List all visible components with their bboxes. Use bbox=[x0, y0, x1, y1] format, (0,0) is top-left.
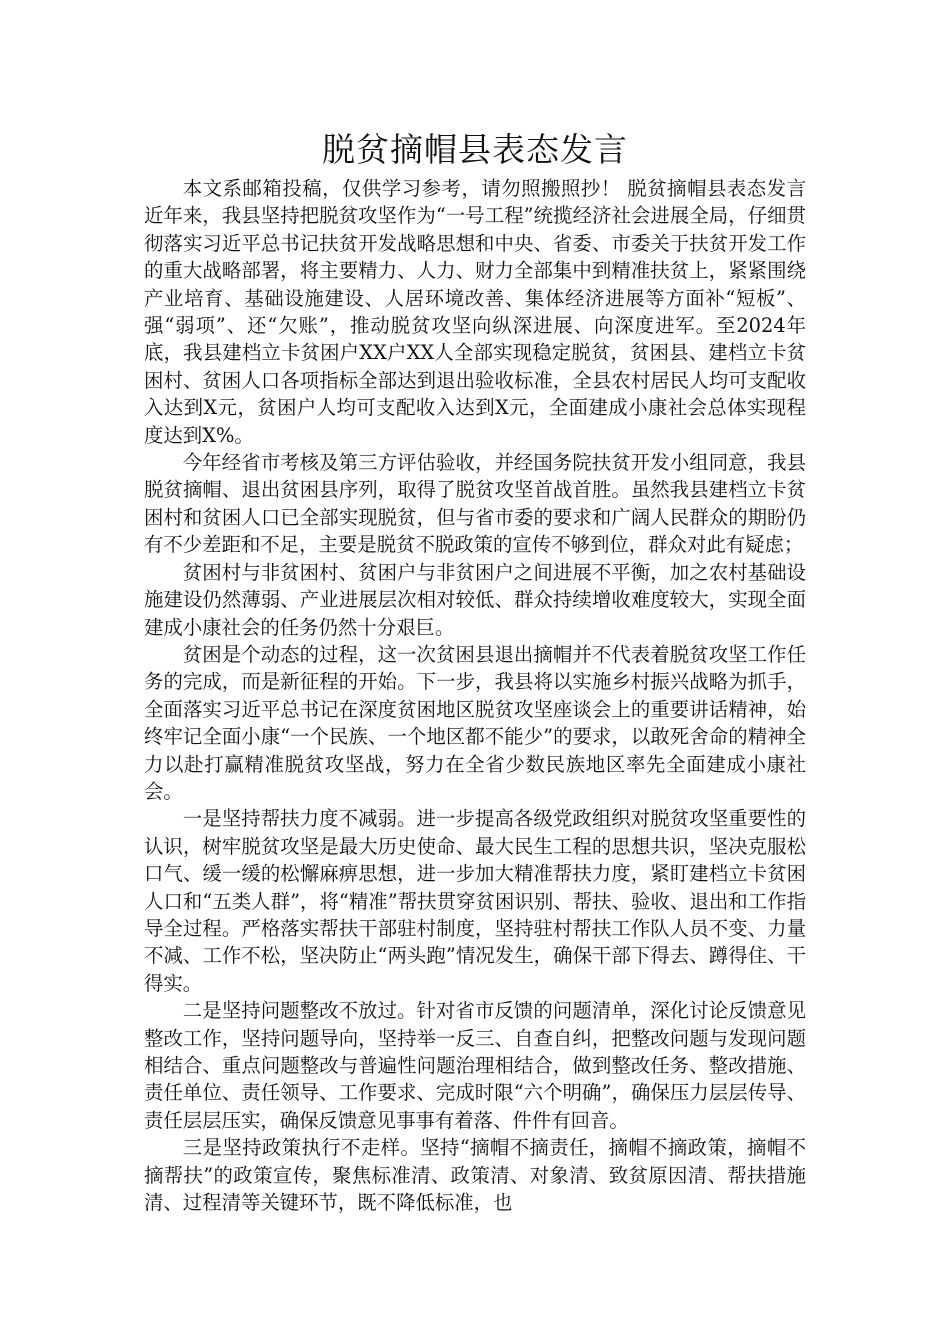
paragraph-evaluation: 今年经省市考核及第三方评估验收，并经国务院扶贫开发小组同意，我县脱贫摘帽、退出贫困县序列，取得了脱贫攻坚首战首胜。虽然我县建档立卡贫困村和贫困人口已全部实现脱贫，但与省市委的要求和广阔人民群众的期盼仍有不少差距和不足，主要是脱贫不脱政策的宣传不够到位，群众对此有疑虑； bbox=[144, 451, 806, 557]
paragraph-intro: 本文系邮箱投稿，仅供学习参考，请勿照搬照抄！ 脱贫摘帽县表态发言 近年来，我县坚持把脱贫攻坚作为“一号工程”统揽经济社会进展全局，仔细贯彻落实习近平总书记扶贫开发战略思想和中央、省委、市委关于扶贫开发工作的重大战略部署，将主要精力、人力、财力全部集中到精准扶贫上，紧紧围绕产业培育、基础设施建设、人居环境改善、集体经济进展等方面补“短板”、强“弱项”、还“欠账”，推动脱贫攻坚向纵深进展、向深度进军。至2024年底，我县建档立卡贫困户XX户XX人全部实现稳定脱贫，贫困县、建档立卡贫困村、贫困人口各项指标全部达到退出验收标准，全县农村居民人均可支配收入达到X元，贫困户人均可支配收入达到X元，全面建成小康社会总体实现程度达到X%。 bbox=[144, 177, 826, 447]
document-title: 脱贫摘帽县表态发言 bbox=[322, 130, 628, 169]
document-body bbox=[144, 175, 826, 1216]
paragraph-point-three: 三是坚持政策执行不走样。坚持“摘帽不摘责任，摘帽不摘政策，摘帽不摘帮扶”的政策宣传，聚焦标准清、政策清、对象清、致贫原因清、帮扶措施清、过程清等关键环节，既不降低标准，也 bbox=[144, 1136, 806, 1215]
paragraph-imbalance: 贫困村与非贫困村、贫困户与非贫困户之间进展不平衡，加之农村基础设施建设仍然薄弱、产业进展层次相对较低、群众持续增收难度较大，实现全面建成小康社会的任务仍然十分艰巨。 bbox=[144, 560, 806, 639]
paragraph-point-two: 二是坚持问题整改不放过。针对省市反馈的问题清单，深化讨论反馈意见整改工作，坚持问题导向，坚持举一反三、自查自纠，把整改问题与发现问题相结合、重点问题整改与普遍性问题治理相结合，做到整改任务、整改措施、责任单位、责任领导、工作要求、完成时限“六个明确”，确保压力层层传导、责任层层压实，确保反馈意见事事有着落、件件有回音。 bbox=[144, 999, 806, 1132]
paragraph-next-steps: 贫困是个动态的过程，这一次贫困县退出摘帽并不代表着脱贫攻坚工作任务的完成，而是新征程的开始。下一步，我县将以实施乡村振兴战略为抓手，全面落实习近平总书记在深度贫困地区脱贫攻坚座谈会上的重要讲话精神，始终牢记全面小康“一个民族、一个地区都不能少”的要求，以敢死舍命的精神全力以赴打赢精准脱贫攻坚战，努力在全省少数民族地区率先全面建成小康社会。 bbox=[144, 642, 806, 803]
paragraph-point-one: 一是坚持帮扶力度不减弱。进一步提高各级党政组织对脱贫攻坚重要性的认识，树牢脱贫攻坚是最大历史使命、最大民生工程的思想共识，坚决克服松口气、缓一缓的松懈麻痹思想，进一步加大精准帮扶力度，紧盯建档立卡贫困人口和“五类人群”，将“精准”帮扶贯穿贫困识别、帮扶、验收、退出和工作指导全过程。严格落实帮扶干部驻村制度，坚持驻村帮扶工作队人员不变、力量不减、工作不松，坚决防止“两头跑”情况发生，确保干部下得去、蹲得住、干得实。 bbox=[144, 807, 806, 995]
